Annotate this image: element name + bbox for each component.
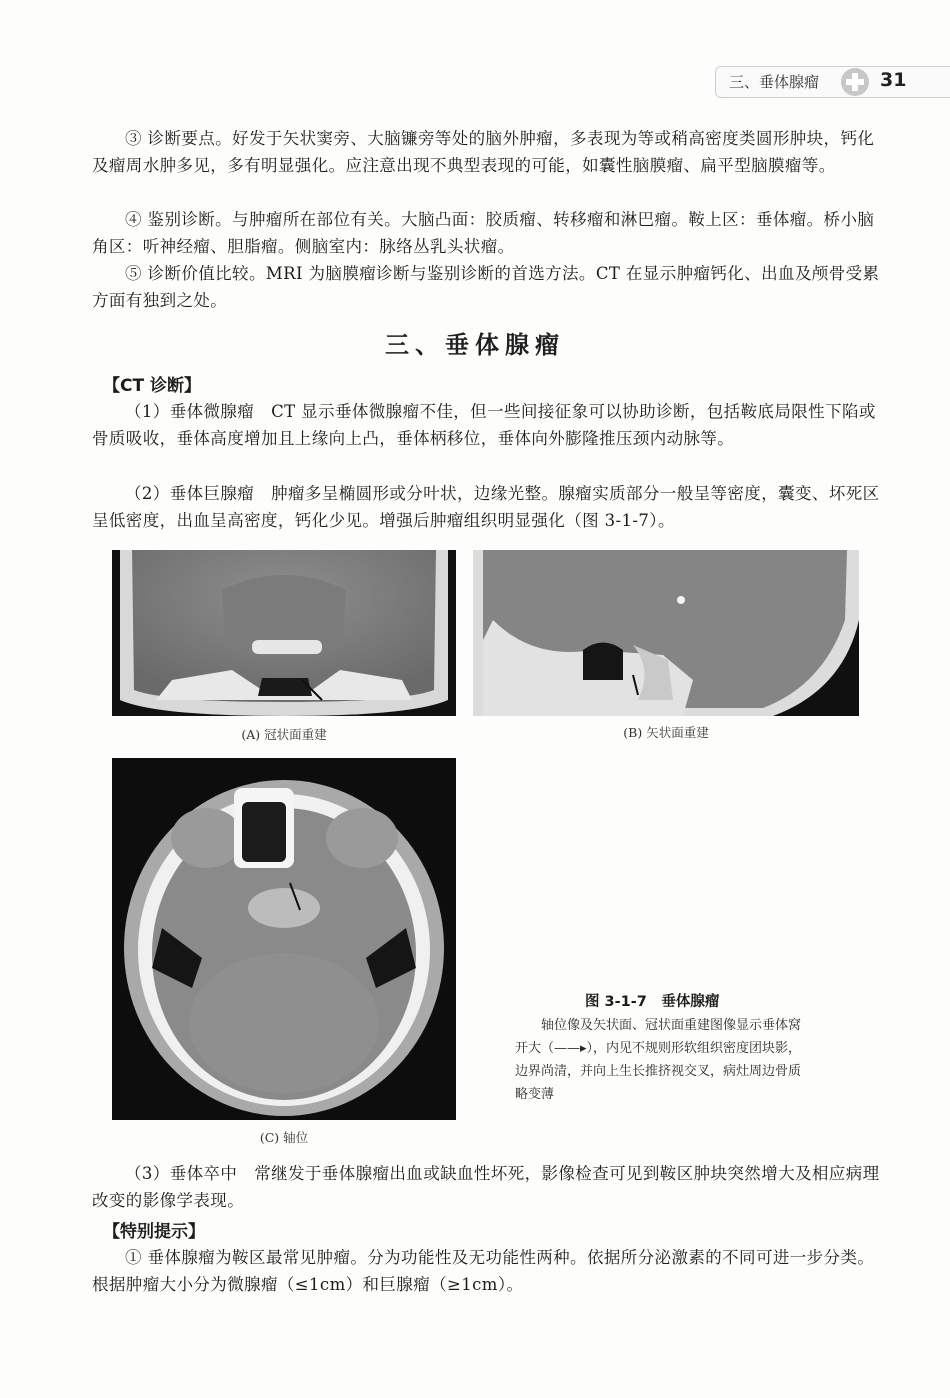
header-section-title: 三、垂体腺瘤 <box>729 73 820 91</box>
figure-description: 轴位像及矢状面、冠状面重建图像显示垂体窝开大（——▸），内见不规则形软组织密度团块影，边界尚清，并向上生长推挤视交叉，病灶周边骨质略变薄 <box>515 1018 802 1102</box>
special-tips-label: 【特别提示】 <box>103 1222 205 1242</box>
figure-title: 图 3-1-7 垂体腺瘤 <box>585 994 720 1010</box>
caption-b: (B) 矢状面重建 <box>623 725 709 740</box>
paragraph-microadenoma: （1）垂体微腺瘤 CT 显示垂体微腺瘤不佳，但一些间接征象可以协助诊断，包括鞍底局限性下陷或骨质吸收，垂体高度增加且上缘向上凸，垂体柄移位，垂体向外膨隆推压颈内动脉等。 <box>92 402 876 448</box>
paragraph-pituitary-apoplexy: （3）垂体卒中 常继发于垂体腺瘤出血或缺血性坏死，影像检查可见到鞍区肿块突然增大及相应病理改变的影像学表现。 <box>92 1164 880 1210</box>
paragraph-diagnosis-points: ③ 诊断要点。好发于矢状窦旁、大脑镰旁等处的脑外肿瘤，多表现为等或稍高密度类圆形肿块，钙化及瘤周水肿多见，多有明显强化。应注意出现不典型表现的可能，如囊性脑膜瘤、扁平型脑膜瘤等。 <box>92 129 875 175</box>
paragraph-macroadenoma: （2）垂体巨腺瘤 肿瘤多呈椭圆形或分叶状，边缘光整。腺瘤实质部分一般呈等密度，囊变、坏死区呈低密度，出血呈高密度，钙化少见。增强后肿瘤组织明显强化（图 3-1-7）。 <box>92 484 880 530</box>
ct-image-axial <box>112 758 456 1120</box>
paragraph-tip-1: ① 垂体腺瘤为鞍区最常见肿瘤。分为功能性及无功能性两种。依据所分泌激素的不同可进一步分类。根据肿瘤大小分为微腺瘤（≤1cm）和巨腺瘤（≥1cm）。 <box>92 1248 875 1294</box>
ct-image-sagittal <box>473 550 859 716</box>
paragraph-differential-diagnosis: ④ 鉴别诊断。与肿瘤所在部位有关。大脑凸面：胶质瘤、转移瘤和淋巴瘤。鞍上区：垂体瘤。桥小脑角区：听神经瘤、胆脂瘤。侧脑室内：脉络丛乳头状瘤。 <box>92 210 875 256</box>
ct-image-coronal <box>112 550 456 716</box>
medical-cross-icon <box>841 68 869 96</box>
running-header <box>715 66 950 98</box>
paragraph-value-comparison: ⑤ 诊断价值比较。MRI 为脑膜瘤诊断与鉴别诊断的首选方法。CT 在显示肿瘤钙化、出血及颅骨受累方面有独到之处。 <box>92 264 880 310</box>
ct-diagnosis-label: 【CT 诊断】 <box>103 376 201 396</box>
caption-c: (C) 轴位 <box>259 1130 309 1145</box>
page-number: 31 <box>880 69 907 91</box>
caption-a: (A) 冠状面重建 <box>241 727 327 742</box>
section-heading: 三、垂体腺瘤 <box>385 330 565 359</box>
